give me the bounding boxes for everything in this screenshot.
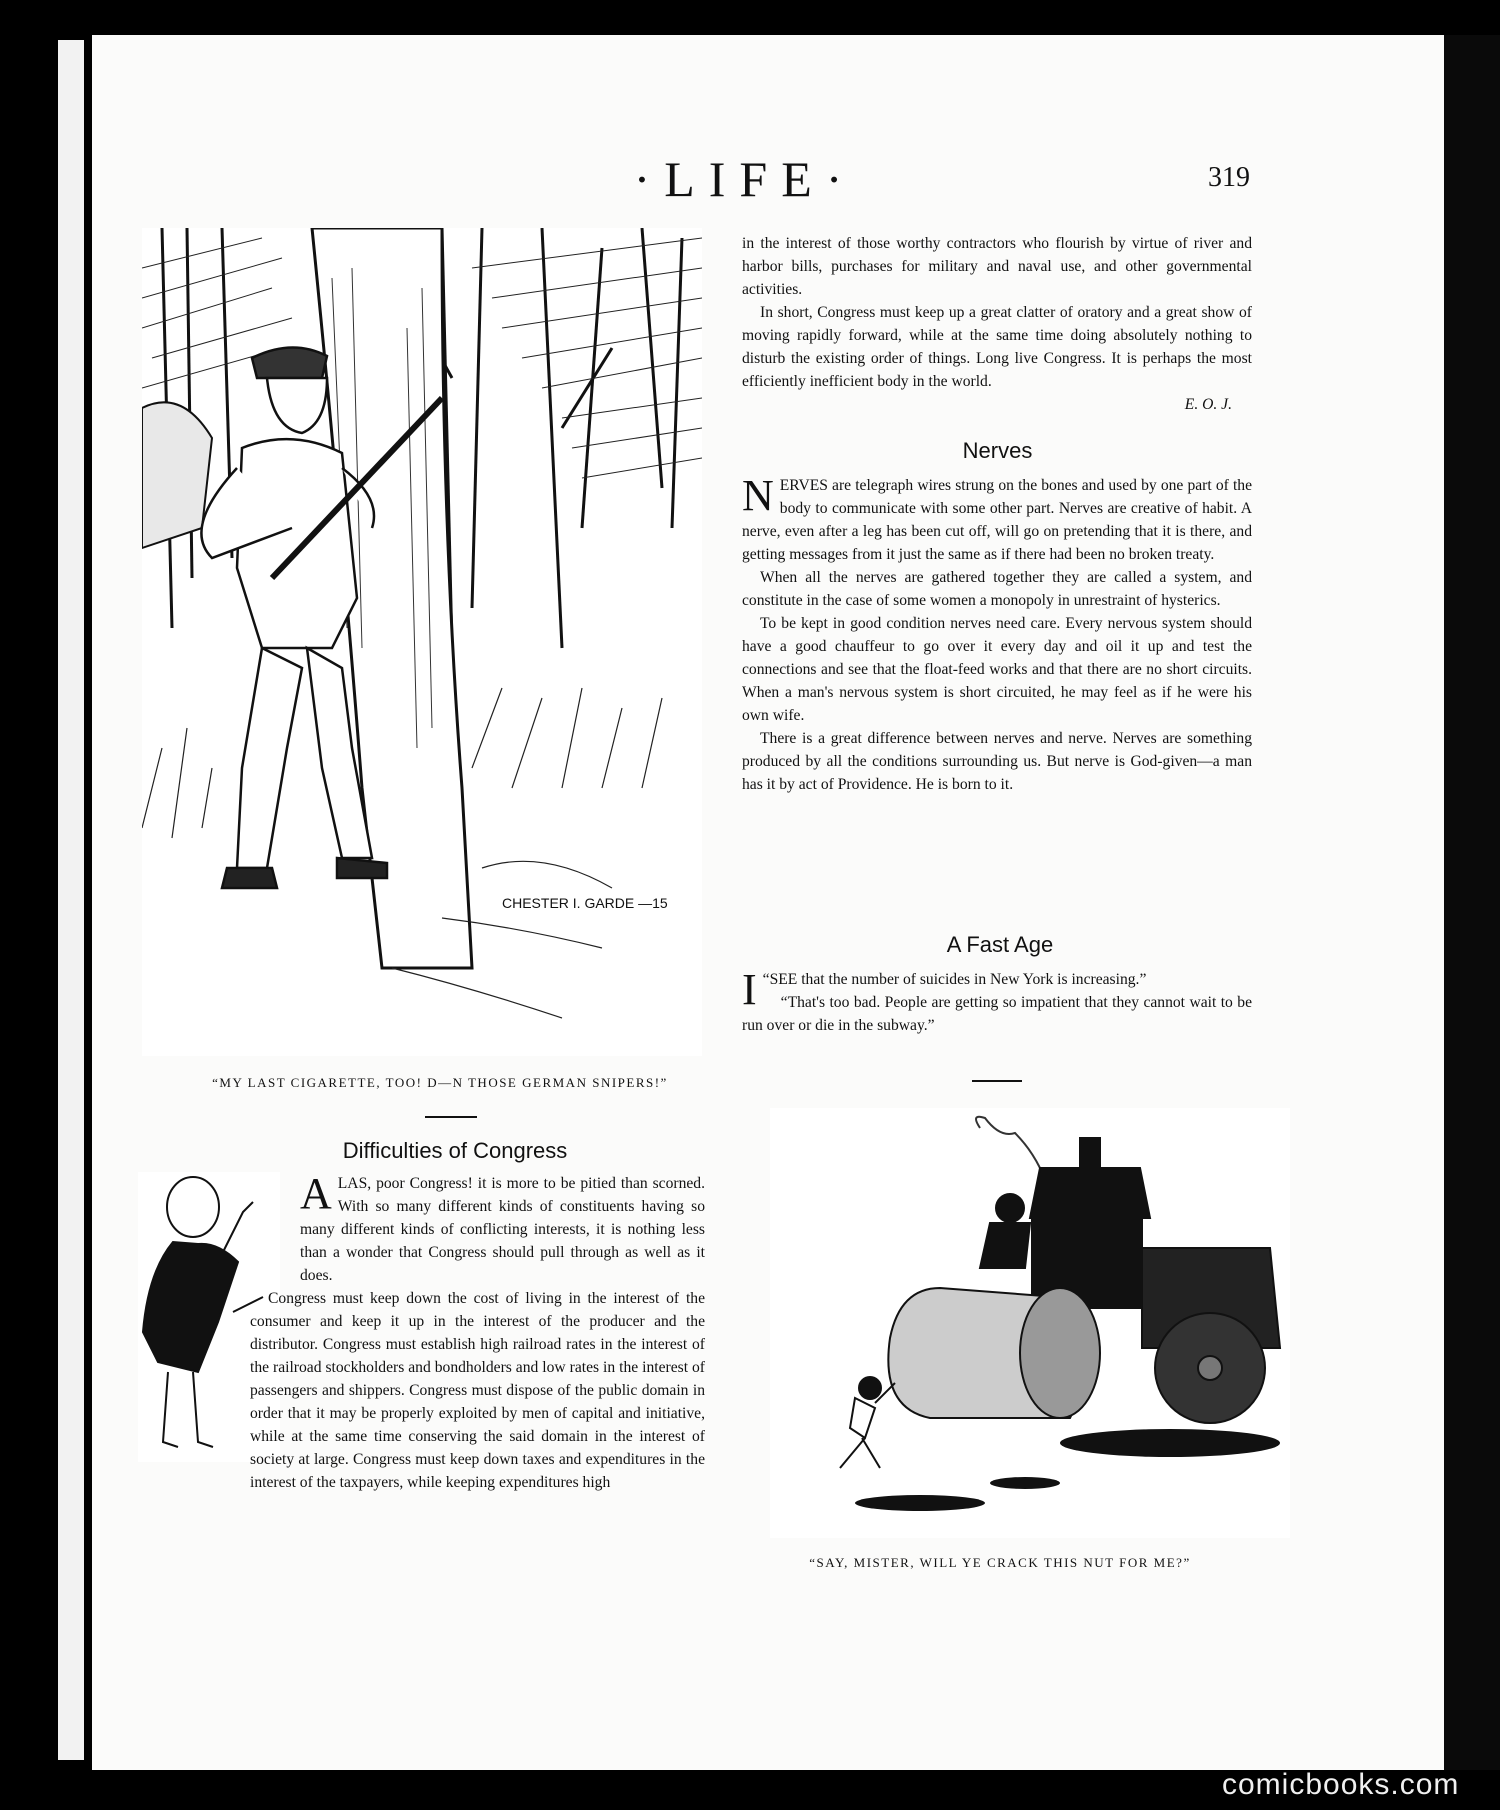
congress-continuation-2: In short, Congress must keep up a great clatter of oratory and a great show of moving rapidly forward, while at the same time doing absolutely nothing to disturb the existing order of things. Long live Congress. It is perhaps the most efficiently inefficient body in the world.	[742, 304, 1252, 390]
artist-signature: CHESTER I. GARDE —15	[502, 895, 668, 911]
soldier-cartoon	[142, 228, 702, 1056]
page-shadow	[1444, 35, 1500, 1770]
facing-page-edge	[58, 40, 84, 1760]
congress-title: Difficulties of Congress	[342, 1138, 568, 1163]
congress-signature: E. O. J.	[1184, 396, 1232, 413]
fast-age-paragraph-1-text: SEE that the number of suicides in New York is increasing.”	[769, 971, 1147, 988]
nerves-paragraph-3: To be kept in good condition nerves need care. Every nervous system should have a good chauffeur to go over it every day and oil it up and test the connections and see that the float-feed works and that there are no short circuits. When a man's nervous system is short circuited, he may feel as if he were his own wife.	[742, 615, 1252, 724]
page-number: 319	[1208, 162, 1250, 193]
steamroller-cartoon	[770, 1108, 1290, 1538]
nerves-paragraph-1-text: ERVES are telegraph wires strung on the bones and used by one part of the body to communicate with some other part. Nerves are creative of habit. A nerve, even after a leg has been cut off, will go on pretending that it is there, and getting messages from it just the same as if there had been no broken treaty.	[742, 477, 1252, 563]
soldier-forest-drawing	[142, 228, 702, 1056]
congress-dropcap: A	[300, 1169, 332, 1218]
nerves-dropcap: N	[742, 471, 774, 520]
fast-age-open-quote: “	[762, 971, 770, 988]
fast-age-title: A Fast Age	[946, 932, 1054, 957]
fast-age-paragraph-2: “That's too bad. People are getting so impatient that they cannot wait to be run over or die in the subway.”	[742, 994, 1252, 1034]
fast-age-dropcap: I	[742, 965, 757, 1014]
congress-column	[200, 1169, 705, 1494]
nerves-paragraph-4: There is a great difference between nerves and nerve. Nerves are something produced by all the conditions surrounding us. But nerve is God-given—a man has it by act of Providence. He is born to it.	[742, 730, 1252, 793]
separator-rule-right	[972, 1080, 1022, 1082]
congress-paragraph-2: Congress must keep down the cost of living in the interest of the consumer and keep it up in the interest of the producer and the distributor. Congress must establish high railroad rates in the interest of the railroad stockholders and bondholders and low rates in the interest of passengers and shippers. Congress must dispose of the public domain in order that it may be properly exploited by men of capital and initiative, while at the same time conserving the said domain in the interest of society at large. Congress must keep down taxes and expenditures in the interest of the taxpayers, while keeping expenditures high	[250, 1290, 705, 1491]
steamroller-caption: “SAY, MISTER, WILL YE CRACK THIS NUT FOR ME?”	[809, 1555, 1191, 1570]
nerves-column	[742, 471, 1252, 796]
nerves-paragraph-1	[742, 471, 1252, 566]
separator-rule	[425, 1116, 477, 1118]
congress-paragraph-1	[300, 1169, 705, 1287]
congress-paragraph-1-text: LAS, poor Congress! it is more to be pitied than scorned. With so many different kinds of constituents having so many different kinds of conflicting interests, it is nothing less than a wonder that Congress should pull through as well as it does.	[300, 1175, 705, 1284]
steamroller-drawing	[770, 1108, 1290, 1538]
masthead: ·LIFE·	[633, 151, 857, 207]
congress-continuation-column	[742, 232, 1252, 416]
fast-age-column	[742, 965, 1252, 1037]
nerves-paragraph-2: When all the nerves are gathered together they are called a system, and constitute in the case of some women a monopoly in unrestraint of hysterics.	[742, 569, 1252, 609]
congress-continuation-1: in the interest of those worthy contractors who flourish by virtue of river and harbor bills, purchases for military and naval use, and other governmental activities.	[742, 235, 1252, 298]
soldier-caption: “MY LAST CIGARETTE, TOO! D—N THOSE GERMAN SNIPERS!”	[212, 1075, 668, 1090]
nerves-title: Nerves	[962, 438, 1033, 463]
watermark: comicbooks.com	[1222, 1768, 1460, 1801]
